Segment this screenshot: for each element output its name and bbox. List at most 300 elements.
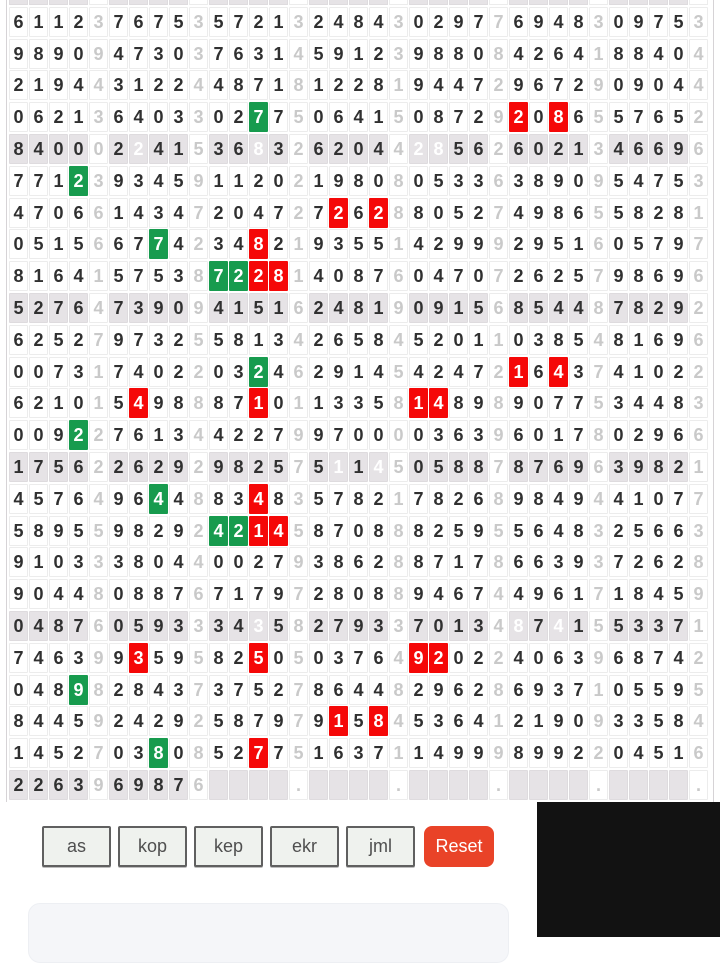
digit-cell — [429, 0, 448, 5]
digit-cell: 8 — [249, 229, 268, 259]
sum-cell: 5 — [589, 102, 608, 132]
digit-cell: 9 — [669, 229, 688, 259]
sum-cell: 6 — [489, 166, 508, 196]
digit-cell: 6 — [449, 420, 468, 450]
filter-button-as[interactable]: as — [42, 826, 111, 867]
digit-cell: 5 — [69, 516, 88, 546]
digit-cell: 0 — [169, 293, 188, 323]
digit-cell: 5 — [449, 198, 468, 228]
digit-cell: 3 — [149, 325, 168, 355]
sum-cell: 3 — [289, 484, 308, 514]
digit-cell: 8 — [629, 643, 648, 673]
digit-cell: 9 — [329, 357, 348, 387]
digit-cell: 6 — [329, 102, 348, 132]
digit-cell: 0 — [449, 643, 468, 673]
digit-cell: 7 — [369, 261, 388, 291]
digit-cell: 1 — [329, 452, 348, 482]
digit-cell: 0 — [9, 611, 28, 641]
digit-cell: 0 — [569, 706, 588, 736]
digit-cell: 6 — [9, 7, 28, 37]
paito-row-partial — [9, 0, 713, 5]
digit-cell: 4 — [609, 357, 628, 387]
digit-cell: 6 — [529, 261, 548, 291]
digit-cell: 7 — [129, 39, 148, 69]
sum-cell: 8 — [389, 547, 408, 577]
digit-cell: 3 — [169, 102, 188, 132]
digit-cell: 3 — [249, 611, 268, 641]
digit-cell: 6 — [629, 134, 648, 164]
sum-cell: 2 — [489, 357, 508, 387]
digit-cell: 8 — [609, 39, 628, 69]
digit-cell: 4 — [349, 675, 368, 705]
sum-cell: 8 — [489, 39, 508, 69]
digit-cell: 5 — [409, 706, 428, 736]
digit-cell: 7 — [109, 420, 128, 450]
digit-cell: 1 — [449, 611, 468, 641]
digit-cell: 2 — [109, 452, 128, 482]
sum-cell: 9 — [189, 293, 208, 323]
digit-cell: 0 — [169, 39, 188, 69]
digit-cell: 2 — [629, 420, 648, 450]
sum-cell: 7 — [89, 325, 108, 355]
digit-cell: 2 — [249, 452, 268, 482]
sum-cell: 3 — [589, 516, 608, 546]
paito-row — [9, 675, 713, 705]
digit-cell: 4 — [329, 293, 348, 323]
digit-cell: 9 — [469, 229, 488, 259]
digit-cell: 7 — [469, 547, 488, 577]
digit-cell: 1 — [629, 357, 648, 387]
digit-cell — [509, 0, 528, 5]
digit-cell: 6 — [649, 516, 668, 546]
digit-cell: 4 — [169, 229, 188, 259]
sum-cell: 7 — [589, 579, 608, 609]
digit-cell — [309, 770, 328, 800]
digit-cell: 7 — [409, 484, 428, 514]
digit-cell: 6 — [369, 643, 388, 673]
digit-cell — [149, 0, 168, 5]
digit-cell: 9 — [49, 70, 68, 100]
digit-cell: 6 — [509, 7, 528, 37]
digit-cell: 2 — [229, 420, 248, 450]
digit-cell: 2 — [249, 261, 268, 291]
sum-cell: 2 — [189, 357, 208, 387]
paito-row — [9, 738, 713, 768]
digit-cell: 3 — [129, 166, 148, 196]
digit-cell: 6 — [469, 484, 488, 514]
sum-cell: 7 — [589, 357, 608, 387]
sum-cell: 2 — [489, 70, 508, 100]
digit-cell: 0 — [429, 198, 448, 228]
sum-cell: 9 — [589, 70, 608, 100]
digit-cell: 6 — [229, 134, 248, 164]
digit-cell: 1 — [269, 39, 288, 69]
digit-cell: 7 — [109, 7, 128, 37]
sum-cell: 1 — [589, 675, 608, 705]
sum-cell: 5 — [289, 102, 308, 132]
digit-cell: 3 — [109, 547, 128, 577]
filter-button-ekr[interactable]: ekr — [270, 826, 339, 867]
sum-cell: 5 — [289, 738, 308, 768]
digit-cell: 2 — [629, 547, 648, 577]
digit-cell: 4 — [249, 198, 268, 228]
digit-cell: 9 — [529, 675, 548, 705]
digit-cell: 8 — [129, 516, 148, 546]
digit-cell: 6 — [9, 325, 28, 355]
sum-cell: 3 — [389, 611, 408, 641]
paito-row — [9, 39, 713, 69]
digit-cell: 2 — [649, 198, 668, 228]
digit-cell: 8 — [629, 198, 648, 228]
sum-cell: 4 — [289, 39, 308, 69]
digit-cell: 9 — [329, 166, 348, 196]
digit-cell: 8 — [129, 579, 148, 609]
sum-cell: 3 — [89, 547, 108, 577]
digit-cell: 0 — [109, 579, 128, 609]
sum-cell: 7 — [489, 198, 508, 228]
digit-cell: 7 — [169, 579, 188, 609]
digit-cell: 2 — [469, 198, 488, 228]
digit-cell — [129, 0, 148, 5]
digit-cell: 4 — [409, 229, 428, 259]
digit-cell: 9 — [309, 229, 328, 259]
digit-cell: 4 — [369, 675, 388, 705]
digit-cell: 2 — [229, 643, 248, 673]
sum-cell: 7 — [89, 738, 108, 768]
digit-cell: 8 — [609, 325, 628, 355]
digit-cell: 3 — [169, 675, 188, 705]
digit-cell — [649, 770, 668, 800]
digit-cell: 1 — [109, 198, 128, 228]
digit-cell: 8 — [209, 484, 228, 514]
digit-cell: 7 — [309, 198, 328, 228]
digit-cell: 5 — [249, 643, 268, 673]
digit-cell: 7 — [669, 611, 688, 641]
sum-cell: 3 — [389, 39, 408, 69]
digit-cell: 5 — [629, 675, 648, 705]
digit-cell: 1 — [569, 611, 588, 641]
digit-cell: 5 — [609, 166, 628, 196]
digit-cell: 4 — [269, 516, 288, 546]
sum-cell: 4 — [389, 643, 408, 673]
digit-cell: 9 — [269, 579, 288, 609]
digit-cell: 5 — [429, 452, 448, 482]
digit-cell: 7 — [49, 293, 68, 323]
paito-row — [9, 70, 713, 100]
sum-cell: 9 — [289, 420, 308, 450]
digit-cell: 7 — [249, 706, 268, 736]
sum-cell: 4 — [589, 325, 608, 355]
digit-cell: 1 — [29, 7, 48, 37]
digit-cell: 9 — [109, 643, 128, 673]
digit-cell: 8 — [129, 547, 148, 577]
digit-cell: 9 — [49, 516, 68, 546]
digit-cell: 2 — [309, 7, 328, 37]
digit-cell: 6 — [529, 516, 548, 546]
digit-cell — [329, 770, 348, 800]
sum-cell: 1 — [389, 484, 408, 514]
digit-cell: 6 — [109, 102, 128, 132]
digit-cell: 7 — [269, 198, 288, 228]
digit-cell: 6 — [69, 293, 88, 323]
digit-cell — [209, 0, 228, 5]
digit-cell: 6 — [69, 484, 88, 514]
digit-cell: 1 — [29, 70, 48, 100]
digit-cell: 9 — [149, 388, 168, 418]
digit-cell: 5 — [449, 516, 468, 546]
digit-cell: 9 — [109, 516, 128, 546]
digit-cell: 5 — [649, 675, 668, 705]
digit-cell: 8 — [669, 198, 688, 228]
paito-row — [9, 166, 713, 196]
digit-cell: 7 — [229, 675, 248, 705]
digit-cell: 8 — [309, 675, 328, 705]
sum-cell: 7 — [589, 261, 608, 291]
digit-cell: 5 — [349, 706, 368, 736]
digit-cell: 6 — [569, 102, 588, 132]
digit-cell: 2 — [309, 325, 328, 355]
digit-cell: 3 — [329, 229, 348, 259]
digit-cell: 5 — [109, 261, 128, 291]
sum-cell: . — [489, 770, 508, 800]
digit-cell: 0 — [229, 198, 248, 228]
digit-cell: 6 — [509, 134, 528, 164]
sum-cell: 5 — [589, 388, 608, 418]
sum-cell: 2 — [689, 102, 708, 132]
digit-cell: 7 — [329, 516, 348, 546]
sum-cell: 5 — [589, 198, 608, 228]
sum-cell: 1 — [689, 452, 708, 482]
digit-cell: 8 — [149, 579, 168, 609]
digit-cell: 2 — [69, 7, 88, 37]
digit-cell: 3 — [129, 293, 148, 323]
sum-cell: 9 — [489, 738, 508, 768]
filter-button-kop[interactable]: kop — [118, 826, 187, 867]
digit-cell: 8 — [549, 102, 568, 132]
digit-cell: 0 — [329, 261, 348, 291]
sum-cell: 4 — [89, 484, 108, 514]
sum-cell: 0 — [389, 420, 408, 450]
digit-cell: 2 — [369, 198, 388, 228]
digit-cell: 2 — [229, 738, 248, 768]
sum-cell: 5 — [389, 357, 408, 387]
digit-cell: 5 — [29, 229, 48, 259]
digit-cell: 8 — [269, 484, 288, 514]
digit-cell: 1 — [409, 388, 428, 418]
sum-cell: 9 — [589, 166, 608, 196]
digit-cell: 8 — [529, 484, 548, 514]
digit-cell: 9 — [109, 166, 128, 196]
digit-cell: 4 — [69, 579, 88, 609]
sum-cell: 3 — [589, 134, 608, 164]
digit-cell: 4 — [369, 357, 388, 387]
digit-cell: 2 — [329, 70, 348, 100]
digit-cell: 5 — [69, 229, 88, 259]
digit-cell: 1 — [229, 579, 248, 609]
digit-cell: 2 — [349, 70, 368, 100]
filter-button-jml[interactable]: jml — [346, 826, 415, 867]
paito-table — [6, 0, 714, 802]
digit-cell: 4 — [549, 484, 568, 514]
digit-cell: 5 — [29, 484, 48, 514]
digit-cell: 7 — [209, 579, 228, 609]
digit-cell: 2 — [329, 134, 348, 164]
digit-cell: 7 — [109, 293, 128, 323]
digit-cell: 7 — [169, 770, 188, 800]
digit-cell: 3 — [609, 706, 628, 736]
digit-cell: 4 — [29, 643, 48, 673]
digit-cell: 5 — [649, 706, 668, 736]
digit-cell: 2 — [229, 261, 248, 291]
digit-cell: 7 — [249, 70, 268, 100]
sum-cell: 9 — [89, 39, 108, 69]
digit-cell: 6 — [509, 420, 528, 450]
digit-cell: 2 — [149, 70, 168, 100]
digit-cell: 5 — [109, 388, 128, 418]
digit-cell: 5 — [209, 325, 228, 355]
sum-cell: 3 — [89, 102, 108, 132]
digit-cell: 5 — [169, 7, 188, 37]
digit-cell: 8 — [449, 452, 468, 482]
digit-cell: 5 — [49, 738, 68, 768]
sum-cell: 4 — [689, 70, 708, 100]
digit-cell: 7 — [569, 420, 588, 450]
digit-cell: 9 — [529, 738, 548, 768]
digit-cell: 4 — [129, 357, 148, 387]
digit-cell — [469, 0, 488, 5]
sum-cell: 2 — [289, 134, 308, 164]
digit-cell: 5 — [49, 325, 68, 355]
digit-cell: 8 — [149, 738, 168, 768]
digit-cell: 9 — [149, 293, 168, 323]
digit-cell: 7 — [229, 7, 248, 37]
sum-cell: 3 — [189, 102, 208, 132]
digit-cell: 4 — [549, 7, 568, 37]
digit-cell: 6 — [129, 452, 148, 482]
digit-cell: 7 — [629, 102, 648, 132]
digit-cell — [269, 770, 288, 800]
paito-row — [9, 229, 713, 259]
paito-row — [9, 420, 713, 450]
digit-cell: 4 — [649, 39, 668, 69]
sum-cell: 1 — [89, 388, 108, 418]
sum-cell: 6 — [289, 293, 308, 323]
digit-cell: 0 — [109, 738, 128, 768]
filter-button-kep[interactable]: kep — [194, 826, 263, 867]
sum-cell: 7 — [689, 229, 708, 259]
digit-cell: 1 — [269, 7, 288, 37]
digit-cell: 6 — [109, 770, 128, 800]
digit-cell: 1 — [369, 293, 388, 323]
digit-cell: 1 — [229, 166, 248, 196]
digit-cell: 0 — [569, 166, 588, 196]
digit-cell: 4 — [429, 388, 448, 418]
digit-cell: 7 — [329, 484, 348, 514]
digit-cell: 4 — [509, 579, 528, 609]
digit-cell: 9 — [669, 325, 688, 355]
digit-cell: 3 — [609, 388, 628, 418]
sum-cell: 5 — [189, 325, 208, 355]
digit-cell: 2 — [49, 102, 68, 132]
digit-cell: 4 — [429, 261, 448, 291]
digit-cell: 4 — [509, 39, 528, 69]
digit-cell: 8 — [329, 579, 348, 609]
digit-cell: 2 — [429, 7, 448, 37]
digit-cell: 8 — [29, 39, 48, 69]
sum-cell: 9 — [89, 770, 108, 800]
digit-cell: 3 — [269, 325, 288, 355]
sum-cell: 4 — [489, 579, 508, 609]
digit-cell: 3 — [369, 611, 388, 641]
reset-button[interactable]: Reset — [424, 826, 494, 867]
digit-cell: 9 — [329, 39, 348, 69]
digit-cell: 0 — [69, 39, 88, 69]
digit-cell: 4 — [329, 7, 348, 37]
digit-cell: 7 — [649, 7, 668, 37]
digit-cell: 7 — [249, 579, 268, 609]
digit-cell: 2 — [309, 611, 328, 641]
digit-cell: 0 — [349, 516, 368, 546]
digit-cell: 9 — [49, 39, 68, 69]
digit-cell: 4 — [149, 675, 168, 705]
digit-cell: 2 — [309, 579, 328, 609]
digit-cell: 2 — [29, 325, 48, 355]
digit-cell: 3 — [209, 675, 228, 705]
digit-cell: 7 — [529, 452, 548, 482]
digit-cell: 0 — [149, 547, 168, 577]
sum-cell: 9 — [689, 579, 708, 609]
sum-cell: 5 — [589, 611, 608, 641]
digit-cell: 4 — [229, 611, 248, 641]
sum-cell: 4 — [689, 39, 708, 69]
sum-cell: 1 — [689, 611, 708, 641]
digit-cell: 4 — [149, 484, 168, 514]
digit-cell: 2 — [669, 547, 688, 577]
digit-cell: 0 — [429, 611, 448, 641]
digit-cell: 4 — [629, 738, 648, 768]
sum-cell: 8 — [489, 388, 508, 418]
digit-cell: 4 — [509, 643, 528, 673]
digit-cell: 0 — [529, 102, 548, 132]
digit-cell: 3 — [449, 166, 468, 196]
digit-cell: 8 — [509, 611, 528, 641]
digit-cell: 4 — [569, 39, 588, 69]
digit-cell: 7 — [9, 166, 28, 196]
digit-cell: 3 — [629, 706, 648, 736]
digit-cell: 0 — [609, 70, 628, 100]
sum-cell: 9 — [589, 643, 608, 673]
sum-cell: 3 — [89, 166, 108, 196]
digit-cell: 5 — [669, 166, 688, 196]
digit-cell: 0 — [529, 420, 548, 450]
sum-cell: 2 — [689, 357, 708, 387]
digit-cell — [249, 0, 268, 5]
digit-cell: 6 — [229, 39, 248, 69]
digit-cell: 4 — [9, 484, 28, 514]
digit-cell — [569, 770, 588, 800]
sum-cell: 3 — [189, 7, 208, 37]
digit-cell: 7 — [9, 643, 28, 673]
digit-cell: 8 — [429, 39, 448, 69]
digit-cell: 2 — [149, 452, 168, 482]
digit-cell: 1 — [609, 579, 628, 609]
digit-cell: 8 — [29, 516, 48, 546]
digit-cell: 5 — [369, 229, 388, 259]
digit-cell: 0 — [269, 166, 288, 196]
sum-cell: 4 — [89, 293, 108, 323]
digit-cell: 4 — [549, 516, 568, 546]
digit-cell: 2 — [169, 325, 188, 355]
